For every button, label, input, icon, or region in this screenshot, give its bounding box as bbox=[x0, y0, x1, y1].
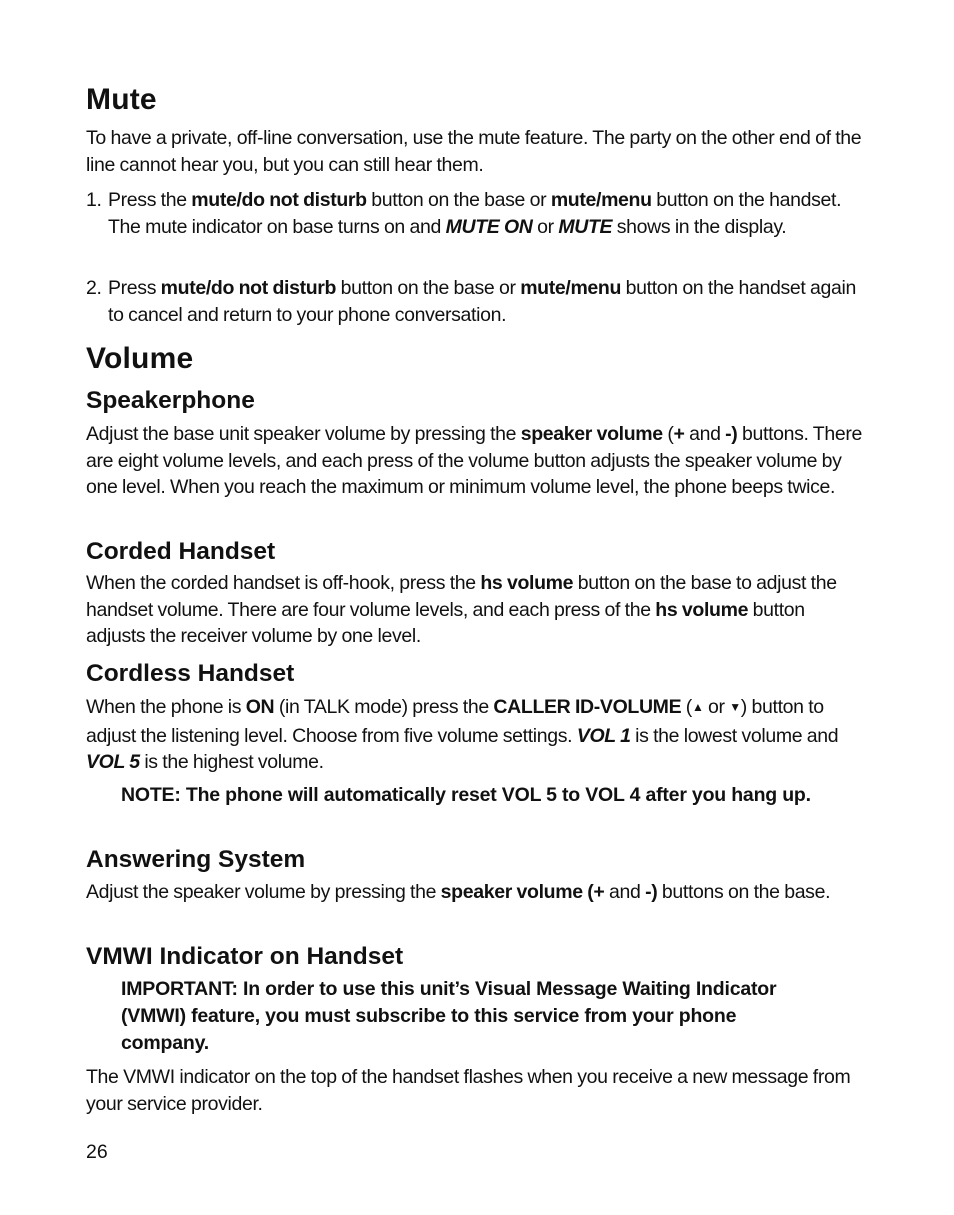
cordless-handset-heading: Cordless Handset bbox=[86, 660, 295, 687]
mute-heading: Mute bbox=[86, 83, 157, 116]
vmwi-important-note: IMPORTANT: In order to use this unit’s Visual Message Waiting Indicator (VMWI) feature, you must subscribe to this service from your phone company. bbox=[121, 978, 777, 1054]
step-number: 2. bbox=[86, 277, 102, 299]
volume-note: NOTE: The phone will automatically reset VOL 5 to VOL 4 after you hang up. bbox=[121, 784, 811, 806]
speakerphone-text: Adjust the base unit speaker volume by pressing the speaker volume (+ and -) buttons. There are eight volume levels, and each press of the volume button adjusts the speaker volume by one level. When you reach the maximum or minimum volume level, the phone beeps twice. bbox=[86, 423, 862, 498]
step-text: Press the mute/do not disturb button on the base or mute/menu button on the handset. The mute indicator on base turns on and MUTE ON or MUTE shows in the display. bbox=[108, 189, 842, 238]
speakerphone-heading: Speakerphone bbox=[86, 387, 255, 414]
up-arrow-icon: ▲ bbox=[691, 700, 704, 714]
page-number: 26 bbox=[86, 1141, 108, 1163]
corded-handset-text: When the corded handset is off-hook, press the hs volume button on the base to adjust the handset volume. There are four volume levels, and each press of the hs volume button adjusts the receiver volume by one level. bbox=[86, 572, 837, 647]
mute-step-1 bbox=[86, 187, 862, 240]
step-number: 1. bbox=[86, 189, 102, 211]
volume-heading: Volume bbox=[86, 342, 194, 375]
answering-system-text: Adjust the speaker volume by pressing the speaker volume (+ and -) buttons on the base. bbox=[86, 881, 831, 903]
corded-handset-heading: Corded Handset bbox=[86, 538, 276, 565]
step-text: Press mute/do not disturb button on the base or mute/menu button on the handset again to cancel and return to your phone conversation. bbox=[108, 277, 856, 326]
vmwi-heading: VMWI Indicator on Handset bbox=[86, 943, 404, 970]
down-arrow-icon: ▼ bbox=[729, 700, 741, 714]
mute-step-2 bbox=[86, 275, 862, 328]
cordless-handset-text: When the phone is ON (in TALK mode) press the CALLER ID-VOLUME (▲ or ▼) button to adjust the listening level. Choose from five volume settings. VOL 1 is the lowest volume and VOL 5 is the highest volume. bbox=[86, 696, 839, 773]
mute-intro: To have a private, off-line conversation, use the mute feature. The party on the other end of the line cannot hear you, but you can still hear them. bbox=[86, 127, 862, 176]
vmwi-text: The VMWI indicator on the top of the handset flashes when you receive a new message from your service provider. bbox=[86, 1066, 851, 1115]
answering-system-heading: Answering System bbox=[86, 846, 306, 873]
